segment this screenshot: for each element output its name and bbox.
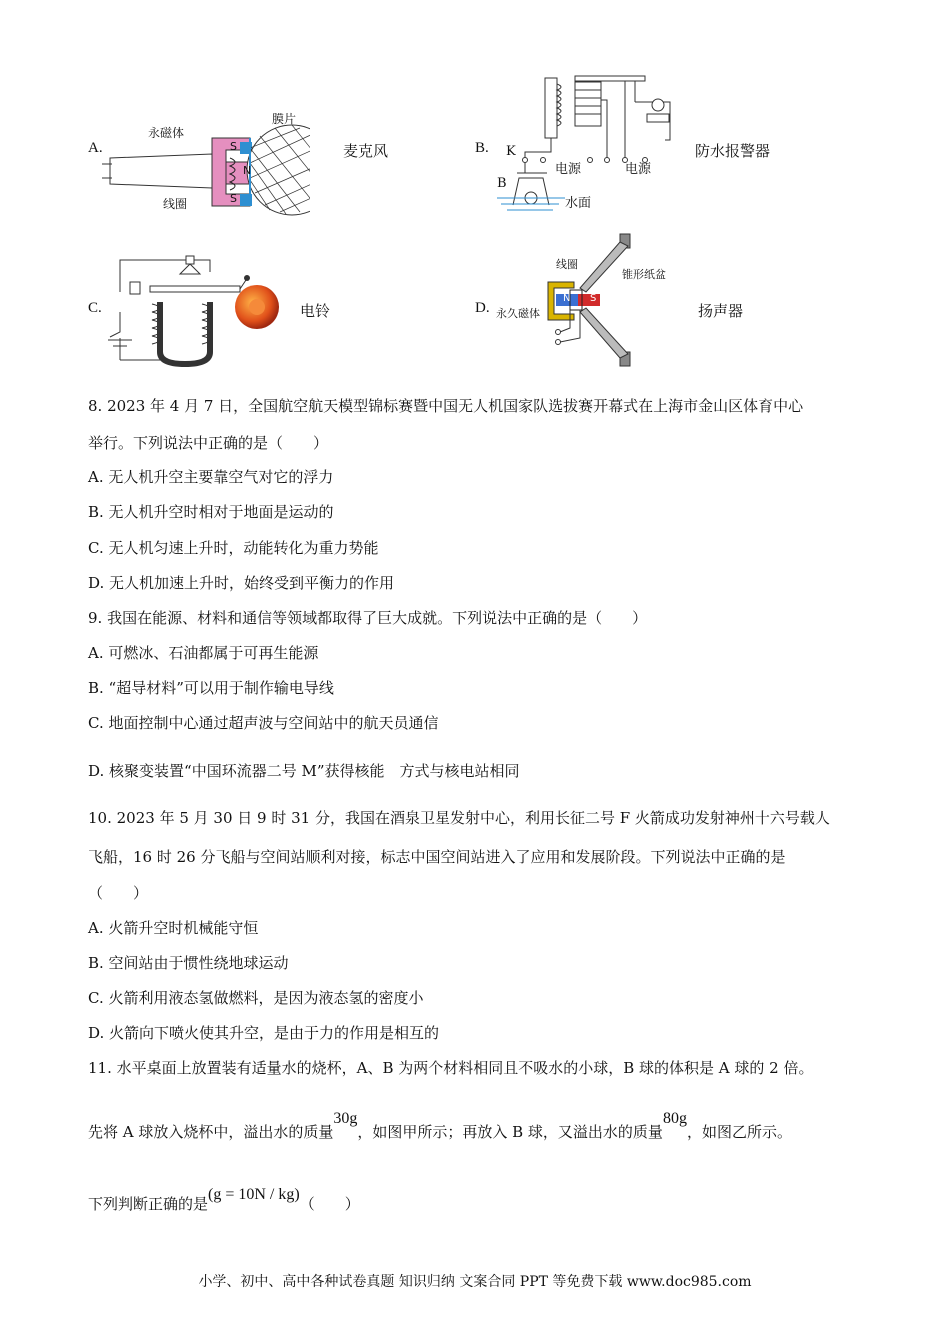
label-n: N (243, 164, 252, 177)
q11-stem-line1: 11. 水平桌面上放置装有适量水的烧杯，A、B 为两个材料相同且不吸水的小球，B 球的体积是 A 球的 2 倍。 (88, 1059, 814, 1077)
q11-stem-part-a: 先将 A 球放入烧杯中，溢出水的质量 (88, 1123, 334, 1141)
q8-option-d: D. 无人机加速上升时，始终受到平衡力的作用 (88, 574, 395, 592)
q11-mass-b: 80g (662, 1110, 687, 1127)
label-power-1: 电源 (555, 162, 582, 177)
label-speaker-coil: 线圈 (556, 258, 578, 271)
caption-waterproof-alarm: 防水报警器 (695, 142, 771, 160)
bell-icon (232, 282, 282, 332)
label-power-2: 电源 (625, 162, 652, 177)
label-b: B (497, 176, 507, 191)
label-k: K (506, 144, 516, 159)
label-pole-n: N (563, 293, 571, 304)
q11-gravity-expr: (g = 10N / kg) (208, 1186, 300, 1203)
caption-microphone: 麦克风 (343, 142, 389, 160)
q9-option-b: B. “超导材料”可以用于制作输电导线 (88, 679, 334, 697)
label-magnet: 永磁体 (148, 126, 185, 140)
q11-stem-part-d: 下列判断正确的是 (88, 1195, 209, 1213)
q10-stem-line1: 10. 2023 年 5 月 30 日 9 时 31 分，我国在酒泉卫星发射中心，利用长征二号 F 火箭成功发射神州十六号载人 (88, 809, 830, 827)
q10-option-b: B. 空间站由于惯性绕地球运动 (88, 954, 289, 972)
q9-option-c: C. 地面控制中心通过超声波与空间站中的航天员通信 (88, 714, 439, 732)
q8-stem-line2: 举行。下列说法中正确的是（ ） (88, 434, 329, 452)
q11-stem-part-e: （ ） (299, 1195, 360, 1213)
q9-stem: 9. 我国在能源、材料和通信等领域都取得了巨大成就。下列说法中正确的是（ ） (88, 609, 648, 627)
label-pole-s: S (590, 293, 597, 304)
q10-option-d: D. 火箭向下喷火使其升空，是由于力的作用是相互的 (88, 1024, 440, 1042)
q11-stem-part-b: ，如图甲所示；再放入 B 球，又溢出水的质量 (357, 1123, 663, 1141)
caption-electric-bell: 电铃 (300, 302, 331, 320)
label-coil: 线圈 (163, 197, 188, 211)
q8-option-c: C. 无人机匀速上升时，动能转化为重力势能 (88, 539, 379, 557)
label-s-top: S (230, 140, 237, 153)
label-diaphragm: 膜片 (272, 112, 297, 126)
q8-stem-line1: 8. 2023 年 4 月 7 日，全国航空航天模型锦标赛暨中国无人机国家队选拔赛开幕式在上海市金山区体育中心 (88, 397, 804, 415)
option-a-letter: A. (88, 140, 103, 156)
q10-option-c: C. 火箭利用液态氢做燃料，是因为液态氢的密度小 (88, 989, 424, 1007)
q10-option-a: A. 火箭升空时机械能守恒 (88, 919, 259, 937)
option-d-letter: D. (475, 300, 490, 316)
q11-stem-part-c: ，如图乙所示。 (686, 1123, 792, 1141)
option-b-letter: B. (475, 140, 489, 156)
q11-mass-a: 30g (333, 1110, 358, 1127)
q9-option-a: A. 可燃冰、石油都属于可再生能源 (88, 644, 319, 662)
label-s-bottom: S (230, 192, 237, 205)
label-permanent-magnet: 永久磁体 (496, 307, 540, 320)
q10-stem-line3: （ ） (88, 884, 149, 902)
label-water-surface: 水面 (565, 196, 592, 211)
q11-stem-line2 (88, 1110, 792, 1143)
label-cone: 锥形纸盆 (622, 268, 666, 281)
q9-option-d: D. 核聚变装置“中国环流器二号 M”获得核能 方式与核电站相同 (88, 762, 520, 780)
option-c-letter: C. (88, 300, 102, 316)
q8-option-a: A. 无人机升空主要靠空气对它的浮力 (88, 468, 334, 486)
page-footer: 小学、初中、高中各种试卷真题 知识归纳 文案合同 PPT 等免费下载 www.doc985.com (198, 1274, 752, 1290)
q11-stem-line3 (88, 1186, 360, 1215)
q10-stem-line2: 飞船，16 时 26 分飞船与空间站顺利对接，标志中国空间站进入了应用和发展阶段。下列说法中正确的是 (88, 848, 786, 866)
caption-speaker: 扬声器 (698, 302, 744, 320)
q8-option-b: B. 无人机升空时相对于地面是运动的 (88, 503, 334, 521)
